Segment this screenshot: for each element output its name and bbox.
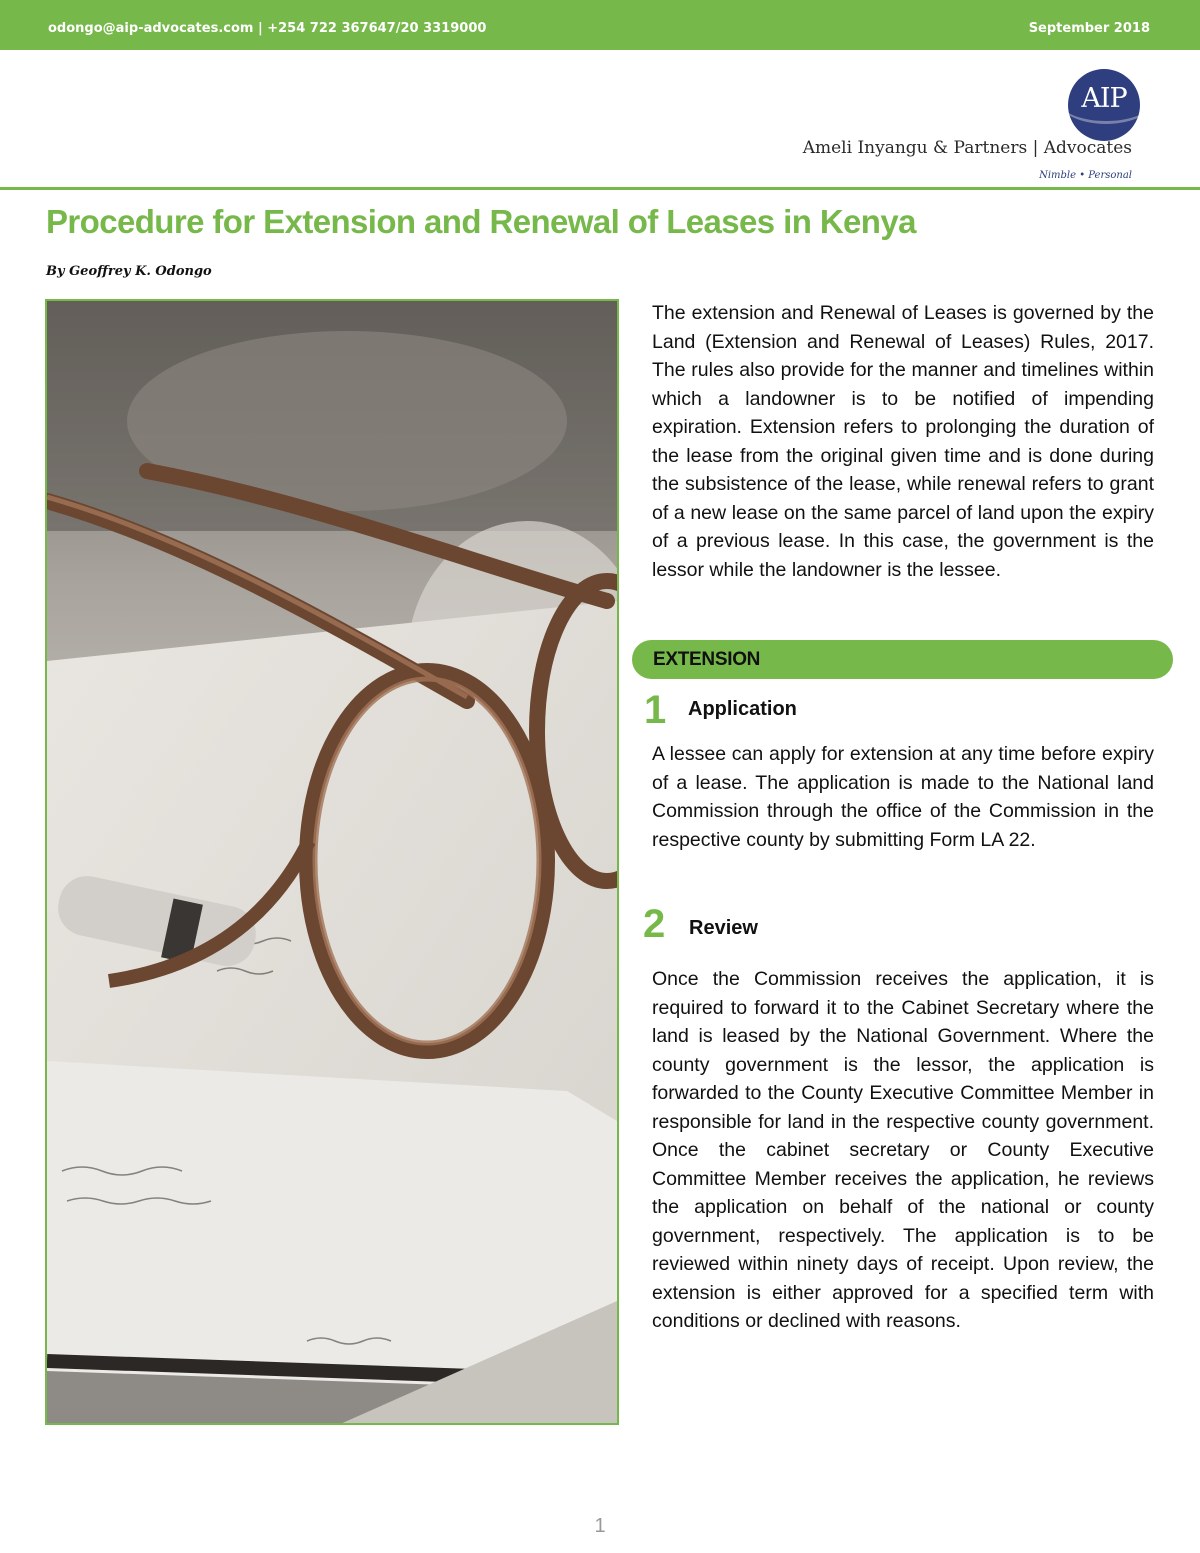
- section-heading: EXTENSION: [653, 649, 761, 670]
- section-heading-bar: [632, 640, 1173, 679]
- step-number: 1: [644, 688, 667, 732]
- page-number: 1: [594, 1515, 606, 1537]
- contact-info[interactable]: odongo@aip-advocates.com | +254 722 367647/20 3319000: [48, 21, 487, 36]
- step-paragraph: Once the Commission receives the application, it is required to forward it to the Cabinet Secretary where the land is leased by the National Government. Where the county government is the lessor, the application is forwarded to the County Executive Committee Member in responsible for land in the respective county government. Once the cabinet secretary or County Executive Committee Member receives the application, he reviews the application on behalf of the national or county government, respectively. The application is to be reviewed within ninety days of receipt. Upon review, the extension is either approved for a specified term with conditions or declined with reasons.: [652, 968, 1154, 1332]
- issue-date: September 2018: [1028, 21, 1150, 36]
- article-title: Procedure for Extension and Renewal of Leases in Kenya: [46, 203, 916, 240]
- step-title: Application: [688, 698, 797, 720]
- step-number: 2: [643, 902, 666, 946]
- intro-paragraph: The extension and Renewal of Leases is governed by the Land (Extension and Renewal of Leases) Rules, 2017. The rules also provide for the manner and timelines within which a landowner is to be notified of impending expiration. Extension refers to prolonging the duration of the lease from the original given time and is done during the subsistence of the lease, while renewal refers to grant of a new lease on the same parcel of land upon the expiry of a previous lease. In this case, the government is the lessor while the landowner is the lessee.: [652, 302, 1154, 581]
- logo-text: AIP: [1081, 83, 1127, 114]
- article-photo: [45, 299, 619, 1425]
- step-title: Review: [689, 917, 758, 939]
- firm-tagline: Nimble • Personal: [1039, 170, 1132, 181]
- firm-name: Ameli Inyangu & Partners | Advocates: [802, 138, 1132, 158]
- firm-logo: [1068, 69, 1140, 141]
- article-byline: By Geoffrey K. Odongo: [46, 264, 212, 279]
- header-bar: [0, 0, 1200, 50]
- step-paragraph: A lessee can apply for extension at any time before expiry of a lease. The application is made to the National land Commission through the office of the Commission in the respective county by submitting Form LA 22.: [652, 743, 1154, 851]
- glasses-on-notebook-illustration: [47, 301, 617, 1423]
- header-divider: [0, 187, 1200, 190]
